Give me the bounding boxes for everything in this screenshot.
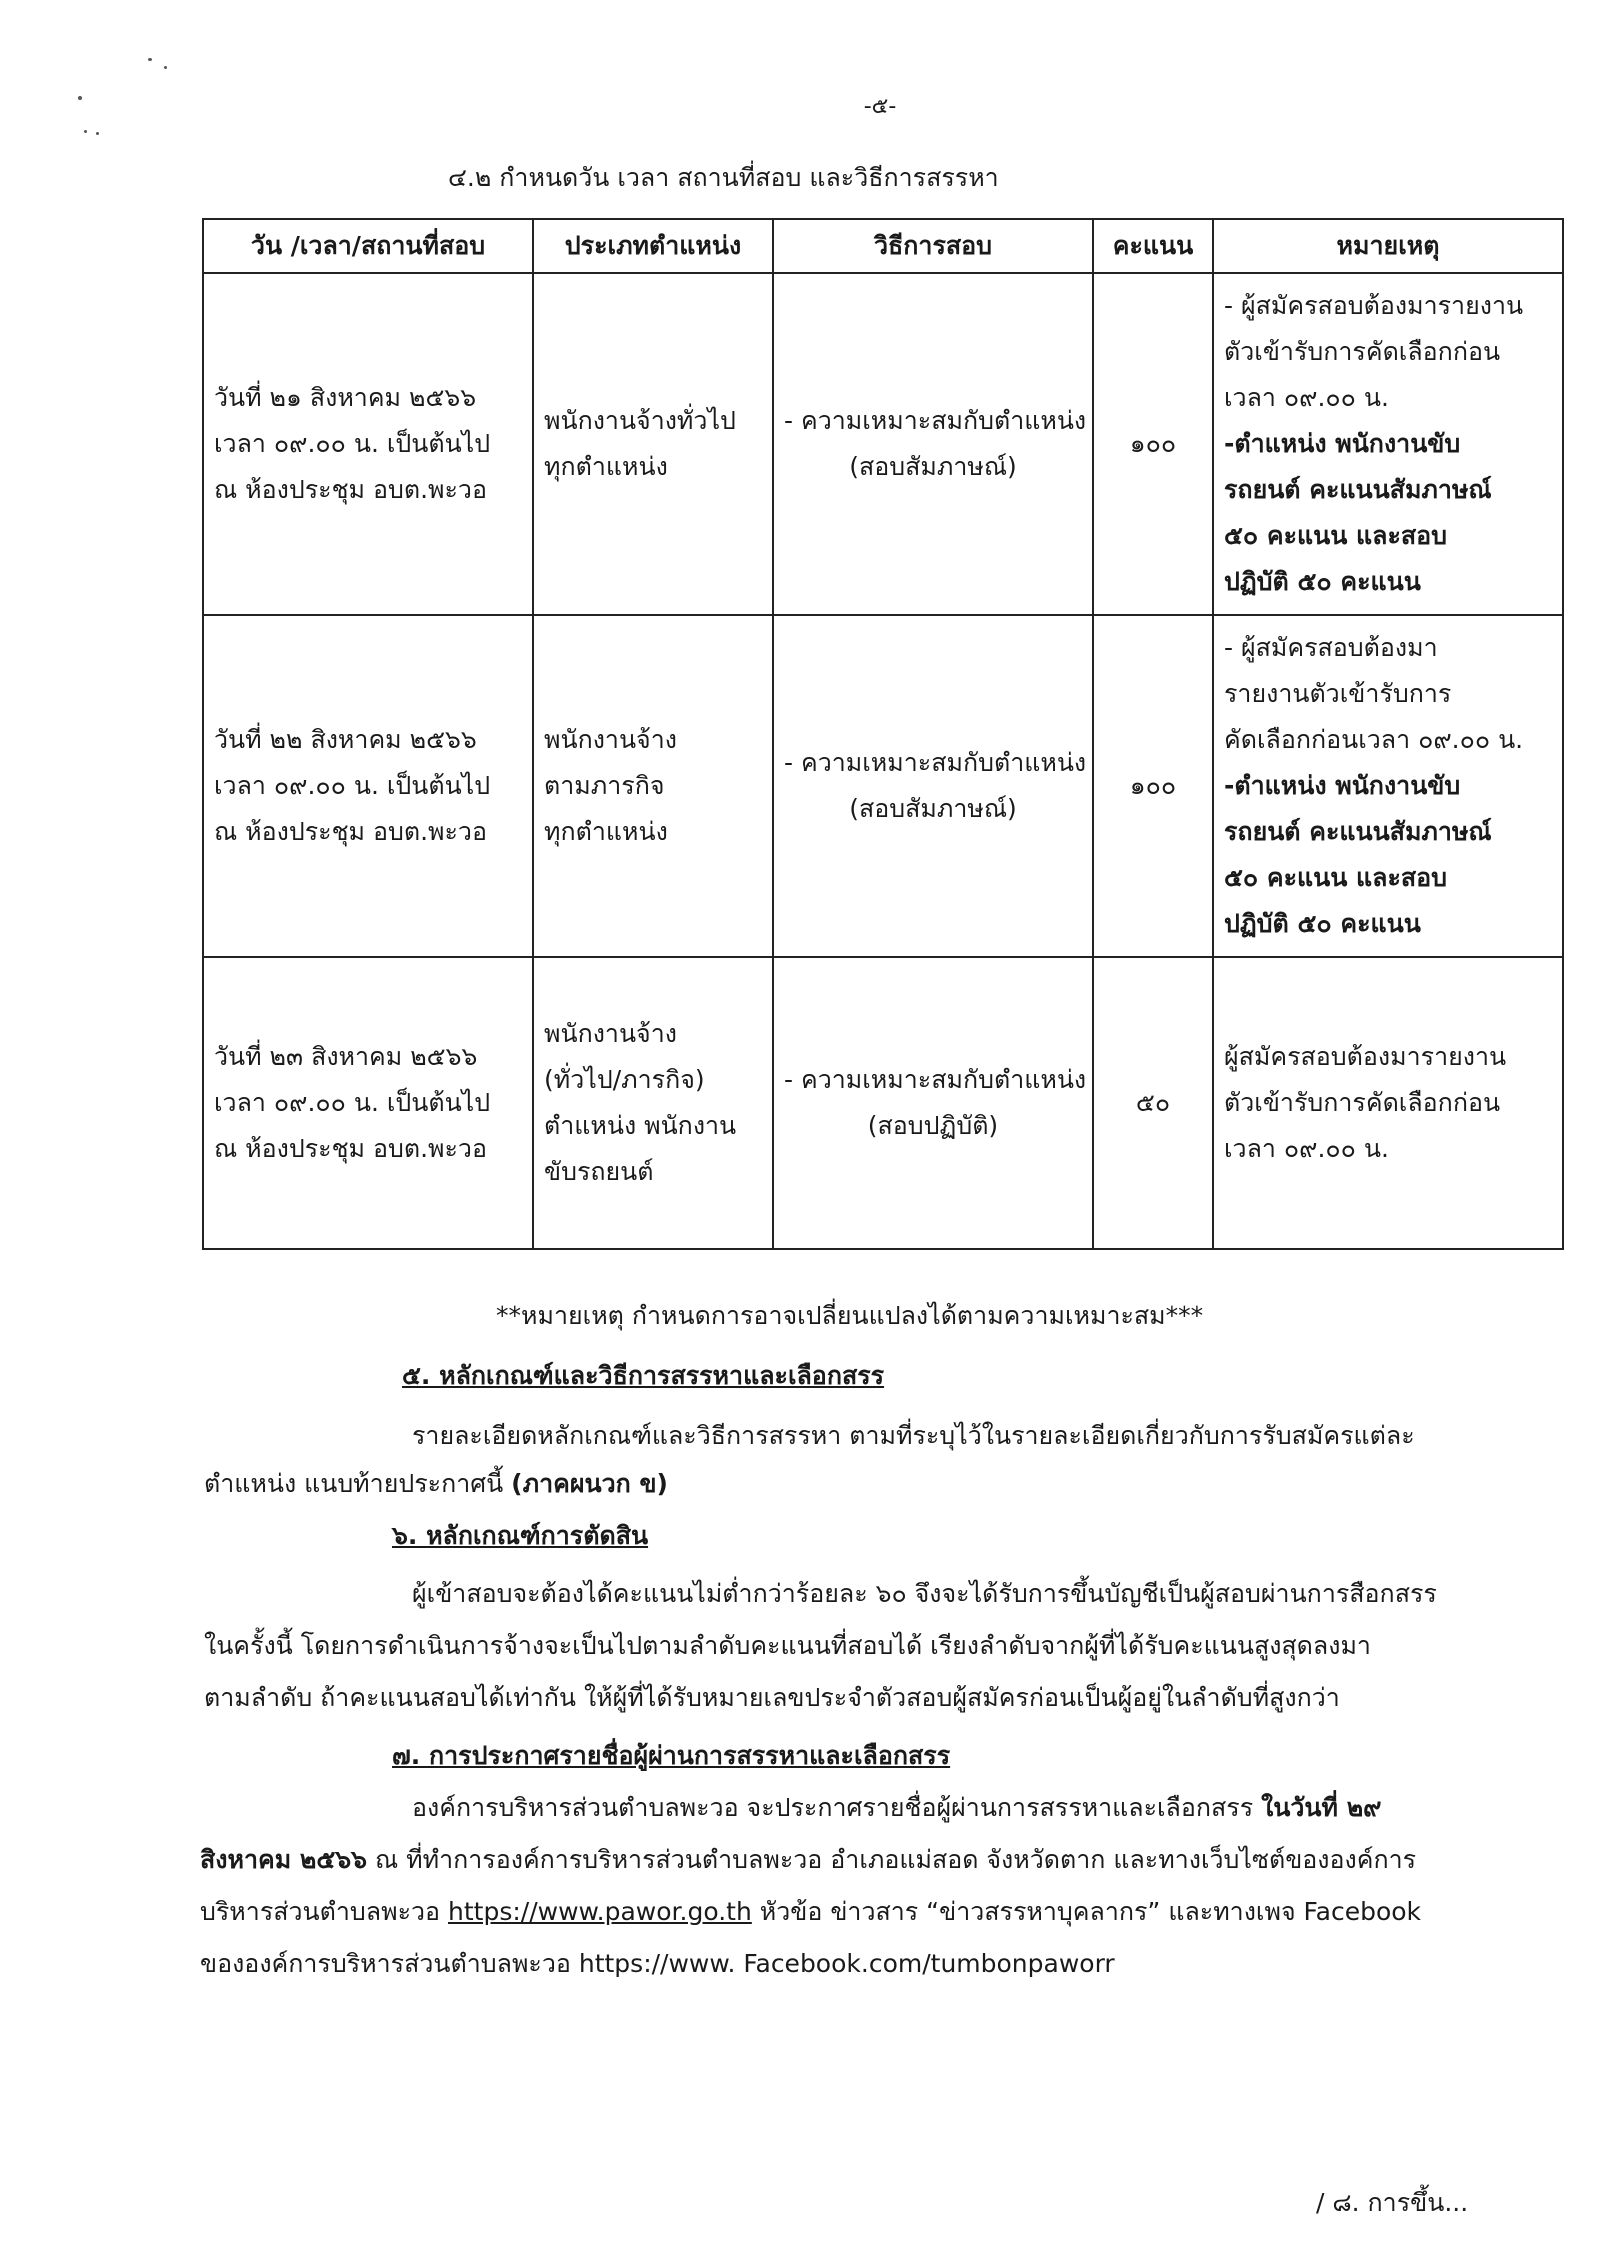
note-bold-line: ปฏิบัติ ๕๐ คะแนน [1224,909,1421,938]
position-line: ขับรถยนต์ [544,1157,654,1186]
announce-date: สิงหาคม ๒๕๖๖ [200,1845,368,1874]
note-line: ผู้สมัครสอบต้องมารายงาน [1224,1042,1507,1071]
position-cell [533,957,773,1249]
section-6-paragraph-line: ผู้เข้าสอบจะต้องได้คะแนนไม่ต่ำกว่าร้อยละ ๖๐ จึงจะได้รับการขึ้นบัญชีเป็นผู้สอบผ่านการสือกสรร [412,1579,1437,1608]
table-remark: **หมายเหตุ กำหนดการอาจเปลี่ยนแปลงได้ตามความเหมาะสม*** [496,1301,1204,1330]
table-row [203,615,1563,957]
header-date: วัน /เวลา/สถานที่สอบ [203,219,533,273]
time-line: เวลา ๐๙.๐๐ น. เป็นต้นไป [214,1088,491,1117]
note-bold-line: รถยนต์ คะแนนสัมภาษณ์ [1224,475,1492,504]
method-cell [773,273,1093,615]
exam-schedule-table [202,218,1564,1250]
note-bold-line: ๕๐ คะแนน และสอบ [1224,863,1448,892]
scan-speck [96,132,99,135]
date-line: วันที่ ๒๒ สิงหาคม ๒๕๖๖ [214,725,477,754]
time-line: เวลา ๐๙.๐๐ น. เป็นต้นไป [214,771,491,800]
section-7-text: บริหารส่วนตำบลพะวอ [200,1897,441,1926]
place-line: ณ ห้องประชุม อบต.พะวอ [214,475,487,504]
section-7-paragraph-line: ขององค์การบริหารส่วนตำบลพะวอ https://www. Facebook.com/tumbonpaworr [200,1949,1115,1978]
note-line: - ผู้สมัครสอบต้องมารายงาน [1224,291,1524,320]
footer-continuation: / ๘. การขึ้น... [1316,2188,1469,2217]
score-cell: ๕๐ [1093,957,1213,1249]
section-4-2-heading: ๔.๒ กำหนดวัน เวลา สถานที่สอบ และวิธีการสรรหา [448,163,999,192]
page-number: -๕- [863,94,897,119]
date-cell [203,273,533,615]
position-line: ตำแหน่ง พนักงาน [544,1111,737,1140]
note-cell [1213,957,1563,1249]
method-cell [773,615,1093,957]
date-line: วันที่ ๒๓ สิงหาคม ๒๕๖๖ [214,1042,478,1071]
header-score: คะแนน [1093,219,1213,273]
header-position: ประเภทตำแหน่ง [533,219,773,273]
section-5-paragraph-line [204,1464,668,1504]
method-line: - ความเหมาะสมกับตำแหน่ง [784,406,1087,435]
section-7-paragraph-line [412,1788,1382,1828]
note-bold-line: ๕๐ คะแนน และสอบ [1224,521,1448,550]
section-7-heading: ๗. การประกาศรายชื่อผู้ผ่านการสรรหาและเลือกสรร [392,1741,951,1770]
position-line: ตามภารกิจ [544,771,665,800]
method-line: (สอบสัมภาษณ์) [849,794,1017,823]
note-line: ตัวเข้ารับการคัดเลือกก่อน [1224,337,1501,366]
section-5-paragraph-line: รายละเอียดหลักเกณฑ์และวิธีการสรรหา ตามที่ระบุไว้ในรายละเอียดเกี่ยวกับการรับสมัครแต่ละ [412,1421,1415,1450]
table-row [203,273,1563,615]
position-line: พนักงานจ้าง [544,1019,677,1048]
section-7-text: ณ ที่ทำการองค์การบริหารส่วนตำบลพะวอ อำเภอแม่สอด จังหวัดตาก และทางเว็บไซต์ขององค์การ [374,1845,1417,1874]
score-cell: ๑๐๐ [1093,273,1213,615]
note-cell [1213,273,1563,615]
note-line: เวลา ๐๙.๐๐ น. [1224,383,1389,412]
place-line: ณ ห้องประชุม อบต.พะวอ [214,1134,487,1163]
note-line: รายงานตัวเข้ารับการ [1224,679,1452,708]
table-row [203,957,1563,1249]
appendix-reference: (ภาคผนวก ข) [511,1469,668,1498]
table-header-row [203,219,1563,273]
announce-date: ในวันที่ ๒๙ [1261,1793,1382,1822]
method-line: (สอบสัมภาษณ์) [849,452,1017,481]
position-line: ทุกตำแหน่ง [544,817,668,846]
method-line: - ความเหมาะสมกับตำแหน่ง [784,1065,1087,1094]
method-line: (สอบปฏิบัติ) [867,1111,999,1140]
method-cell [773,957,1093,1249]
section-6-paragraph-line: ตามลำดับ ถ้าคะแนนสอบได้เท่ากัน ให้ผู้ที่ได้รับหมายเลขประจำตัวสอบผู้สมัครก่อนเป็นผู้อยู่ในลำดับที่สูงกว่า [204,1683,1340,1712]
note-cell [1213,615,1563,957]
section-7-text: องค์การบริหารส่วนตำบลพะวอ จะประกาศรายชื่อผู้ผ่านการสรรหาและเลือกสรร [412,1793,1254,1822]
position-cell [533,273,773,615]
note-line: เวลา ๐๙.๐๐ น. [1224,1134,1389,1163]
note-line: ตัวเข้ารับการคัดเลือกก่อน [1224,1088,1501,1117]
note-bold-line: -ตำแหน่ง พนักงานขับ [1224,429,1461,458]
scan-speck [164,66,167,69]
scan-speck [84,130,87,133]
note-bold-line: รถยนต์ คะแนนสัมภาษณ์ [1224,817,1492,846]
section-6-heading: ๖. หลักเกณฑ์การตัดสิน [392,1521,649,1550]
section-5-text: ตำแหน่ง แนบท้ายประกาศนี้ [204,1469,504,1498]
place-line: ณ ห้องประชุม อบต.พะวอ [214,817,487,846]
date-cell [203,615,533,957]
date-line: วันที่ ๒๑ สิงหาคม ๒๕๖๖ [214,383,477,412]
position-line: (ทั่วไป/ภารกิจ) [544,1065,705,1094]
header-note: หมายเหตุ [1213,219,1563,273]
section-6-paragraph-line: ในครั้งนี้ โดยการดำเนินการจ้างจะเป็นไปตามลำดับคะแนนที่สอบได้ เรียงลำดับจากผู้ที่ได้รับคะแนนสูงสุดลงมา [204,1631,1371,1660]
section-5-heading: ๕. หลักเกณฑ์และวิธีการสรรหาและเลือกสรร [402,1361,885,1390]
website-link[interactable]: https://www.pawor.go.th [448,1897,752,1926]
position-line: พนักงานจ้าง [544,725,677,754]
section-7-paragraph-line [200,1840,1416,1880]
note-line: - ผู้สมัครสอบต้องมา [1224,633,1438,662]
position-line: ทุกตำแหน่ง [544,452,668,481]
position-line: พนักงานจ้างทั่วไป [544,406,736,435]
note-bold-line: ปฏิบัติ ๕๐ คะแนน [1224,567,1421,596]
position-cell [533,615,773,957]
section-7-text: หัวข้อ ข่าวสาร “ข่าวสรรหาบุคลากร” และทางเพจ Facebook [759,1897,1422,1926]
scan-speck [148,58,152,61]
note-bold-line: -ตำแหน่ง พนักงานขับ [1224,771,1461,800]
header-method: วิธีการสอบ [773,219,1093,273]
note-line: คัดเลือกก่อนเวลา ๐๙.๐๐ น. [1224,725,1524,754]
time-line: เวลา ๐๙.๐๐ น. เป็นต้นไป [214,429,491,458]
method-line: - ความเหมาะสมกับตำแหน่ง [784,748,1087,777]
date-cell [203,957,533,1249]
section-7-paragraph-line [200,1892,1421,1932]
score-cell: ๑๐๐ [1093,615,1213,957]
